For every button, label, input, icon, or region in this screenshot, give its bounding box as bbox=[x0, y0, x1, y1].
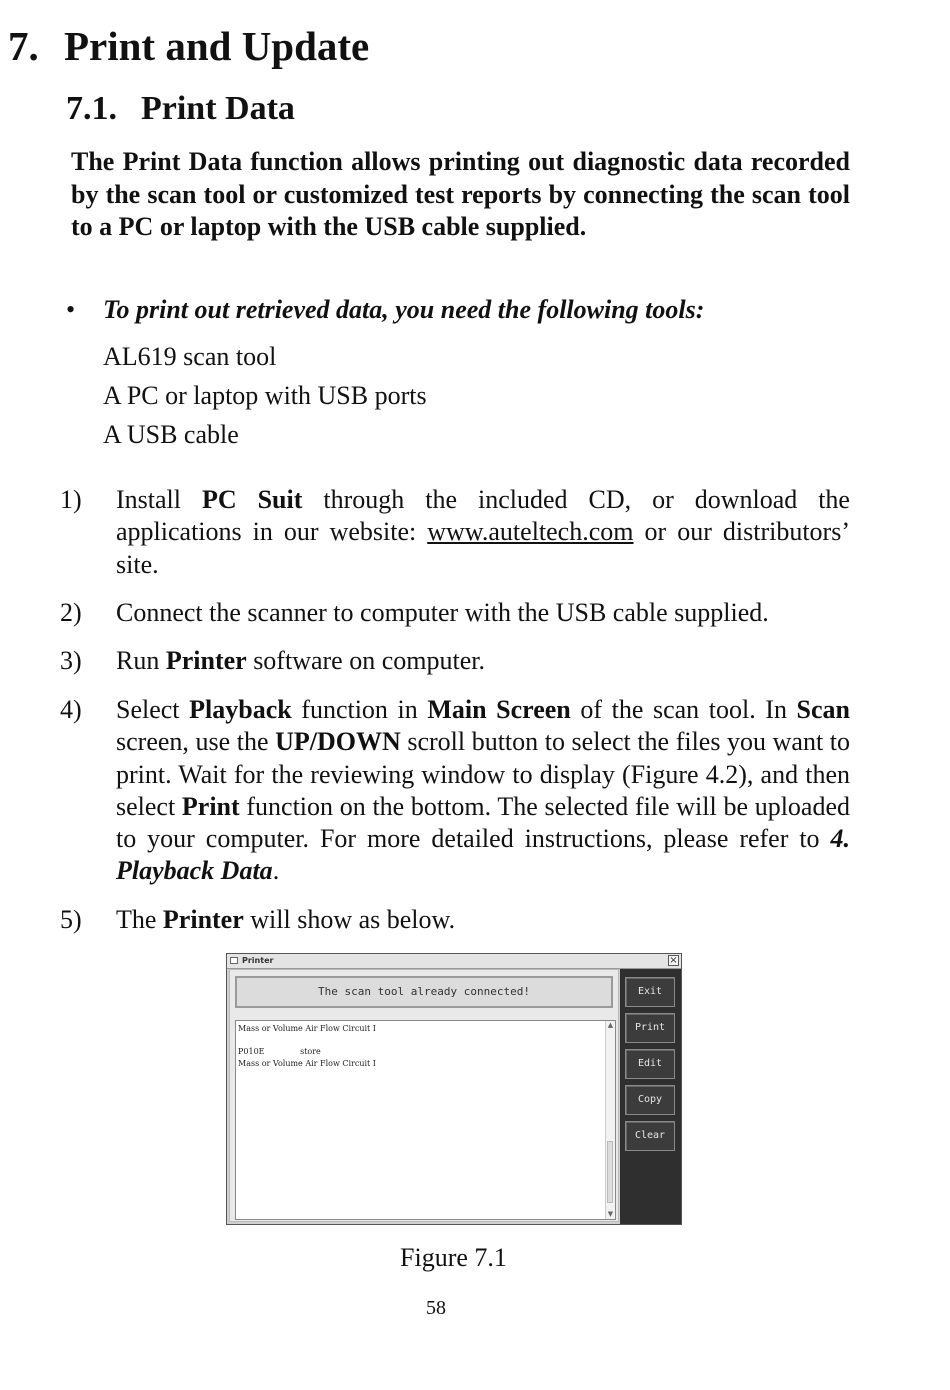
data-text-area[interactable] bbox=[235, 1020, 616, 1220]
step-2: 2) Connect the scanner to computer with the USB cable supplied. bbox=[60, 597, 850, 629]
chapter-title: Print and Update bbox=[64, 23, 370, 69]
step-5: 5) The Printer will show as below. bbox=[60, 904, 850, 936]
printer-button-pane bbox=[620, 969, 681, 1224]
step-number: 2) bbox=[60, 598, 82, 627]
print-button[interactable]: Print bbox=[625, 1013, 675, 1043]
bullet-icon: • bbox=[66, 295, 76, 324]
chapter-number: 7. bbox=[8, 23, 39, 69]
window-titlebar bbox=[227, 954, 681, 969]
figure-caption: Figure 7.1 bbox=[400, 1243, 507, 1272]
step-number: 5) bbox=[60, 905, 82, 934]
section-number: 7.1. bbox=[66, 90, 117, 127]
clear-button[interactable]: Clear bbox=[625, 1121, 675, 1151]
step-number: 3) bbox=[60, 646, 82, 675]
step-4: 4) Select Playback function in Main Screen of the scan tool. In Scan screen, use the UP/DOWN scroll button to select the files you want to print. Wait for the reviewing window to display (Figure 4.2), and then select Print function on the bottom. The selected file will be uploaded to your computer. For more detailed instructions, please refer to 4. Playback Data. bbox=[60, 695, 851, 886]
step-1: 1) Install PC Suit through the included CD, or download the applications in our website: www.auteltech.com or our distributors’ site. bbox=[60, 485, 850, 579]
tool-item: A USB cable bbox=[103, 420, 239, 449]
printer-left-pane bbox=[229, 969, 619, 1222]
data-line: Mass or Volume Air Flow Circuit I bbox=[238, 1059, 376, 1068]
intro-paragraph: The Print Data function allows printing out diagnostic data recorded by the scan tool or customized test reports by connecting the scan tool to a PC or laptop with the USB cable supplied. bbox=[71, 147, 850, 241]
window-title: Printer bbox=[242, 956, 274, 965]
section-heading bbox=[66, 88, 295, 130]
tool-item: AL619 scan tool bbox=[103, 342, 277, 371]
data-line: Mass or Volume Air Flow Circuit I bbox=[238, 1024, 376, 1033]
close-icon[interactable]: × bbox=[669, 955, 678, 966]
connection-status: The scan tool already connected! bbox=[235, 976, 613, 1008]
vertical-scrollbar[interactable] bbox=[605, 1021, 615, 1219]
scroll-up-icon[interactable]: ▲ bbox=[607, 1021, 614, 1029]
section-title: Print Data bbox=[141, 90, 295, 127]
step-3: 3) Run Printer software on computer. bbox=[60, 645, 850, 677]
tool-item: A PC or laptop with USB ports bbox=[103, 381, 427, 410]
edit-button[interactable]: Edit bbox=[625, 1049, 675, 1079]
bullet-text: To print out retrieved data, you need the following tools: bbox=[103, 295, 705, 324]
chapter-heading bbox=[8, 20, 369, 72]
scroll-thumb[interactable] bbox=[607, 1141, 613, 1203]
step-number: 1) bbox=[60, 485, 82, 514]
scroll-down-icon[interactable]: ▼ bbox=[607, 1210, 614, 1218]
copy-button[interactable]: Copy bbox=[625, 1085, 675, 1115]
printer-window-figure bbox=[226, 953, 682, 1225]
page-number: 58 bbox=[426, 1297, 446, 1319]
website-link[interactable]: www.auteltech.com bbox=[427, 517, 634, 547]
data-line: P010E store bbox=[238, 1047, 321, 1056]
step-number: 4) bbox=[60, 695, 82, 724]
printer-app-icon bbox=[230, 957, 238, 964]
exit-button[interactable]: Exit bbox=[625, 977, 675, 1007]
